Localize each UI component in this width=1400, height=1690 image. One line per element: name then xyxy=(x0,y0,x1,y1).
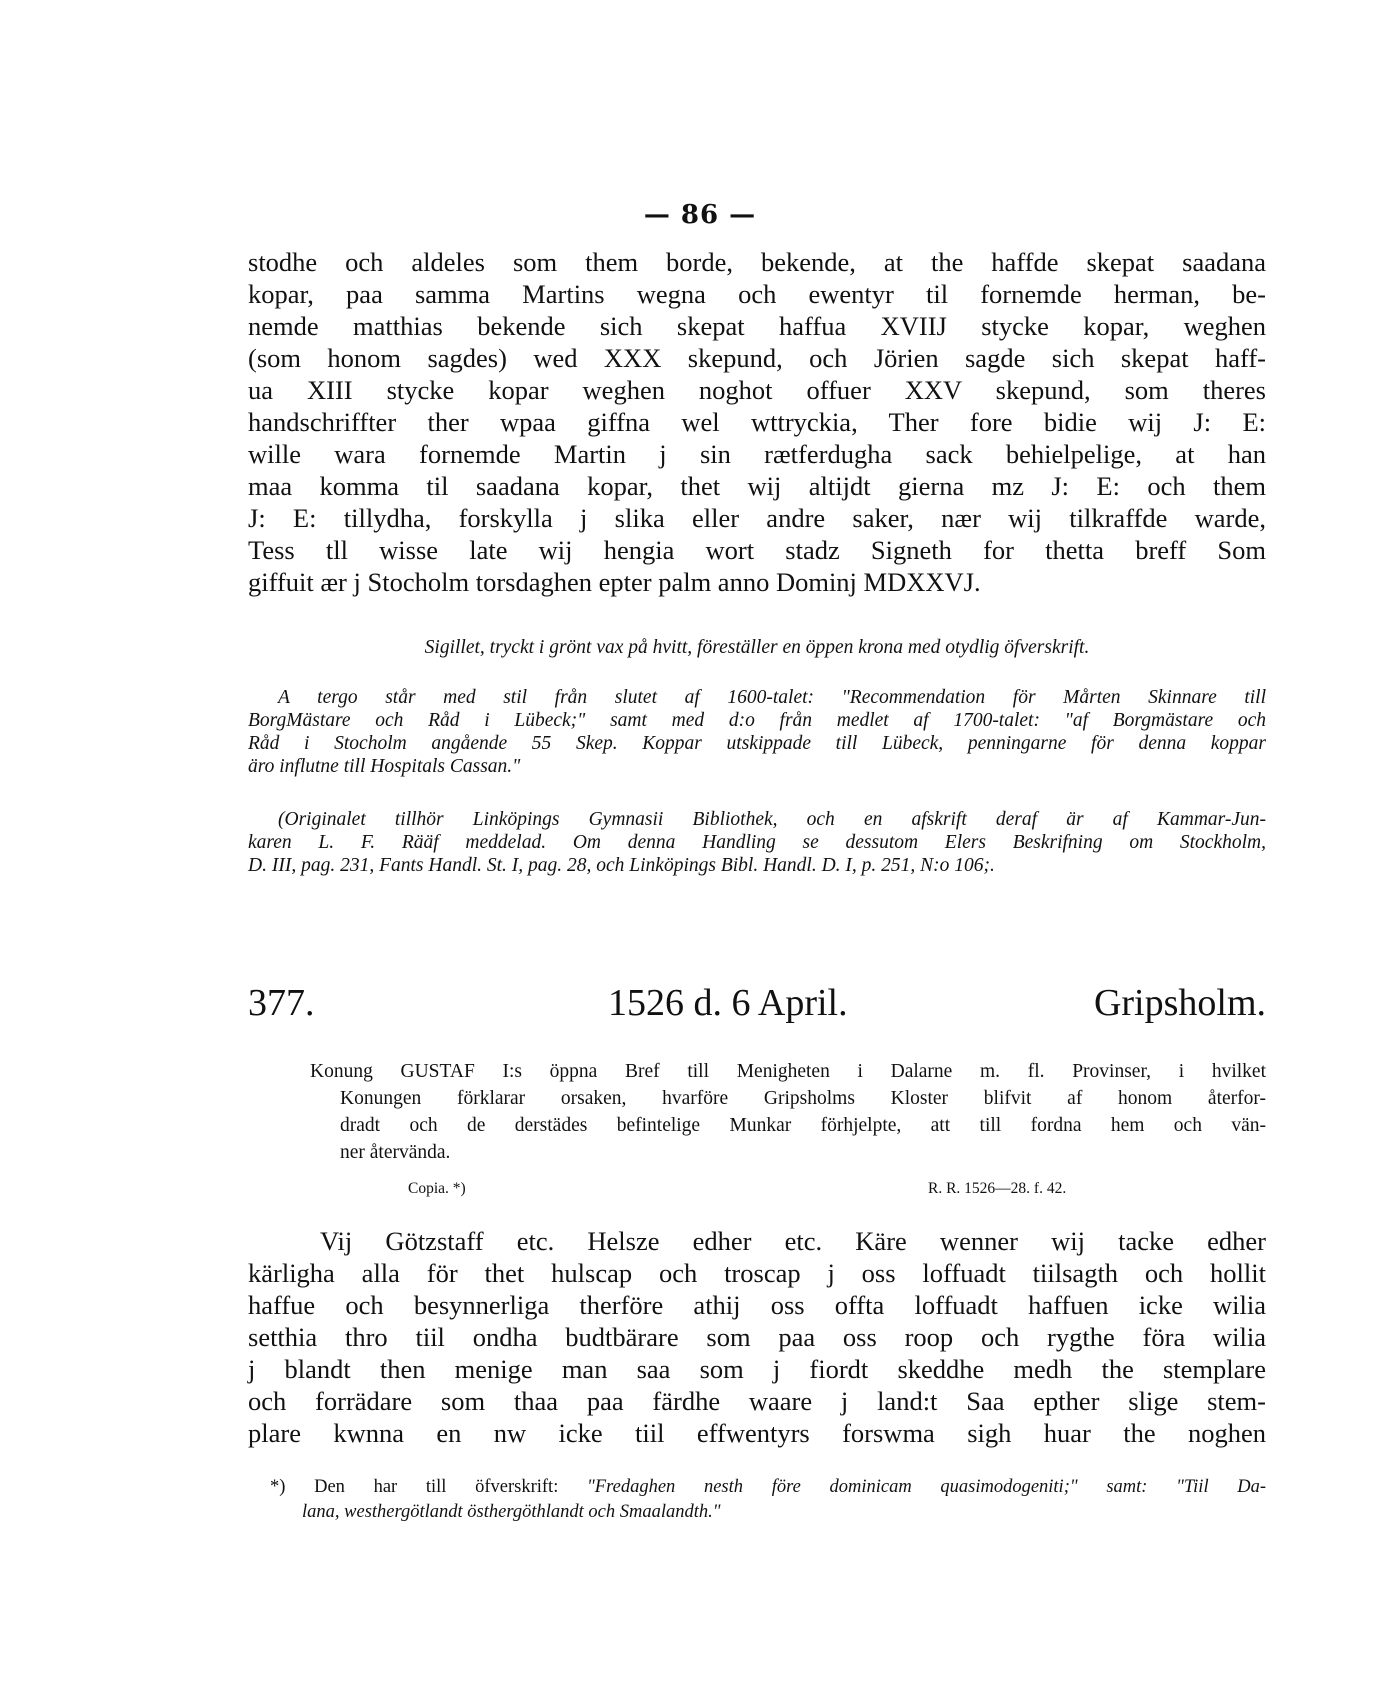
tergo-note xyxy=(248,686,1266,778)
text-line: och forrädare som thaa paa färdhe waare j land:t Saa epther slige stem- xyxy=(248,1386,1266,1416)
footnote-line-2: lana, westhergötlandt östhergöthlandt och Smaalandth." xyxy=(302,1502,721,1522)
document-date: 1526 d. 6 April. xyxy=(608,982,848,1024)
text-line: stodhe och aldeles som them borde, bekende, at the haffde skepat saadana xyxy=(248,247,1266,277)
note-line: BorgMästare och Råd i Lübeck;" samt med d:o från medlet af 1700-talet: "af Borgmästare och xyxy=(248,710,1266,731)
document-summary xyxy=(310,1058,1266,1166)
document-place: Gripsholm. xyxy=(1093,982,1266,1024)
note-line: A tergo står med stil från slutet af 1600-talet: "Recommendation för Mårten Skinnare till xyxy=(278,687,1266,708)
footnote xyxy=(270,1475,1266,1525)
text-line: maa komma til saadana kopar, thet wij altijdt gierna mz J: E: och them xyxy=(248,471,1266,501)
text-line: kärligha alla för thet hulscap och troscap j oss loffuadt tiilsagth och hollit xyxy=(248,1258,1266,1288)
text-line: (som honom sagdes) wed XXX skepund, och Jörien sagde sich skepat haff- xyxy=(248,343,1266,373)
text-line: wille wara fornemde Martin j sin rætferdugha sack behielpelige, at han xyxy=(248,439,1266,469)
summary-line: ner återvända. xyxy=(340,1142,451,1163)
letter-continuation xyxy=(248,246,1266,598)
source-copy: Copia. *) xyxy=(408,1180,466,1197)
text-line: handschriffter ther wpaa giffna wel wttryckia, Ther fore bidie wij J: E: xyxy=(248,407,1266,437)
footnote-conjunction: samt: xyxy=(1106,1477,1148,1497)
text-line: J: E: tillydha, forskylla j slika eller andre saker, nær wij tilkraffde warde, xyxy=(248,503,1266,533)
note-line: äro influtne till Hospitals Cassan." xyxy=(248,756,521,777)
text-line: Tess tll wisse late wij hengia wort stadz Signeth for thetta breff Som xyxy=(248,535,1266,565)
summary-line: dradt och de derstädes befintelige Munkar förhjelpte, att till fordna hem och vän- xyxy=(340,1115,1266,1136)
summary-line: Konungen förklarar orsaken, hvarföre Gripsholms Kloster blifvit af honom återfor- xyxy=(340,1088,1266,1109)
document-number: 377. xyxy=(248,982,315,1024)
letter-377-text xyxy=(248,1225,1266,1449)
text-line: nemde matthias bekende sich skepat haffua XVIIJ stycke kopar, weghen xyxy=(248,311,1266,341)
footnote-line-1 xyxy=(270,1475,1266,1500)
text-line: giffuit ær j Stocholm torsdaghen epter palm anno Dominj MDXXVJ. xyxy=(248,567,981,597)
text-line: Vij Götzstaff etc. Helsze edher etc. Käre wenner wij tacke edher xyxy=(320,1226,1266,1256)
text-line: ua XIII stycke kopar weghen noghot offuer XXV skepund, som theres xyxy=(248,375,1266,405)
text-line: kopar, paa samma Martins wegna och ewentyr til fornemde herman, be- xyxy=(248,279,1266,309)
page-number: — 86 — xyxy=(643,200,757,230)
text-line: setthia thro tiil ondha budtbärare som paa oss roop och rygthe föra wilia xyxy=(248,1322,1266,1352)
footnote-quote: "Fredaghen nesth före dominicam quasimodogeniti;" xyxy=(587,1477,1078,1497)
seal-note xyxy=(248,636,1266,660)
text-line: plare kwnna en nw icke tiil effwentyrs forswma sigh huar the noghen xyxy=(248,1418,1266,1448)
provenance-note xyxy=(248,808,1266,877)
summary-line: Konung GUSTAF I:s öppna Bref till Menigheten i Dalarne m. fl. Provinser, i hvilket xyxy=(310,1061,1266,1082)
note-line: D. III, pag. 231, Fants Handl. St. I, pag. 28, och Linköpings Bibl. Handl. D. I, p. 251, N:o 106;. xyxy=(248,855,995,876)
note-line: Råd i Stocholm angående 55 Skep. Koppar utskippade till Lübeck, penningarne för denna koppar xyxy=(248,733,1266,754)
footnote-quote: "Tiil Da- xyxy=(1176,1477,1267,1497)
text-line: haffue och besynnerliga therföre athij oss offta loffuadt haffuen icke wilia xyxy=(248,1290,1266,1320)
note-line: karen L. F. Rääf meddelad. Om denna Handling se dessutom Elers Beskrifning om Stockholm, xyxy=(248,832,1266,853)
seal-note-text: Sigillet, tryckt i grönt vax på hvitt, föreställer en öppen krona med otydlig öfverskrift. xyxy=(424,637,1090,658)
source-reference: R. R. 1526—28. f. 42. xyxy=(928,1180,1067,1197)
text-line: j blandt then menige man saa som j fiordt skeddhe medh the stemplare xyxy=(248,1354,1266,1384)
document-heading xyxy=(248,978,1266,1028)
note-line: (Originalet tillhör Linköpings Gymnasii Bibliothek, och en afskrift deraf är af Kammar-Jun- xyxy=(278,809,1266,830)
footnote-marker: *) Den har till öfverskrift: xyxy=(270,1477,559,1497)
